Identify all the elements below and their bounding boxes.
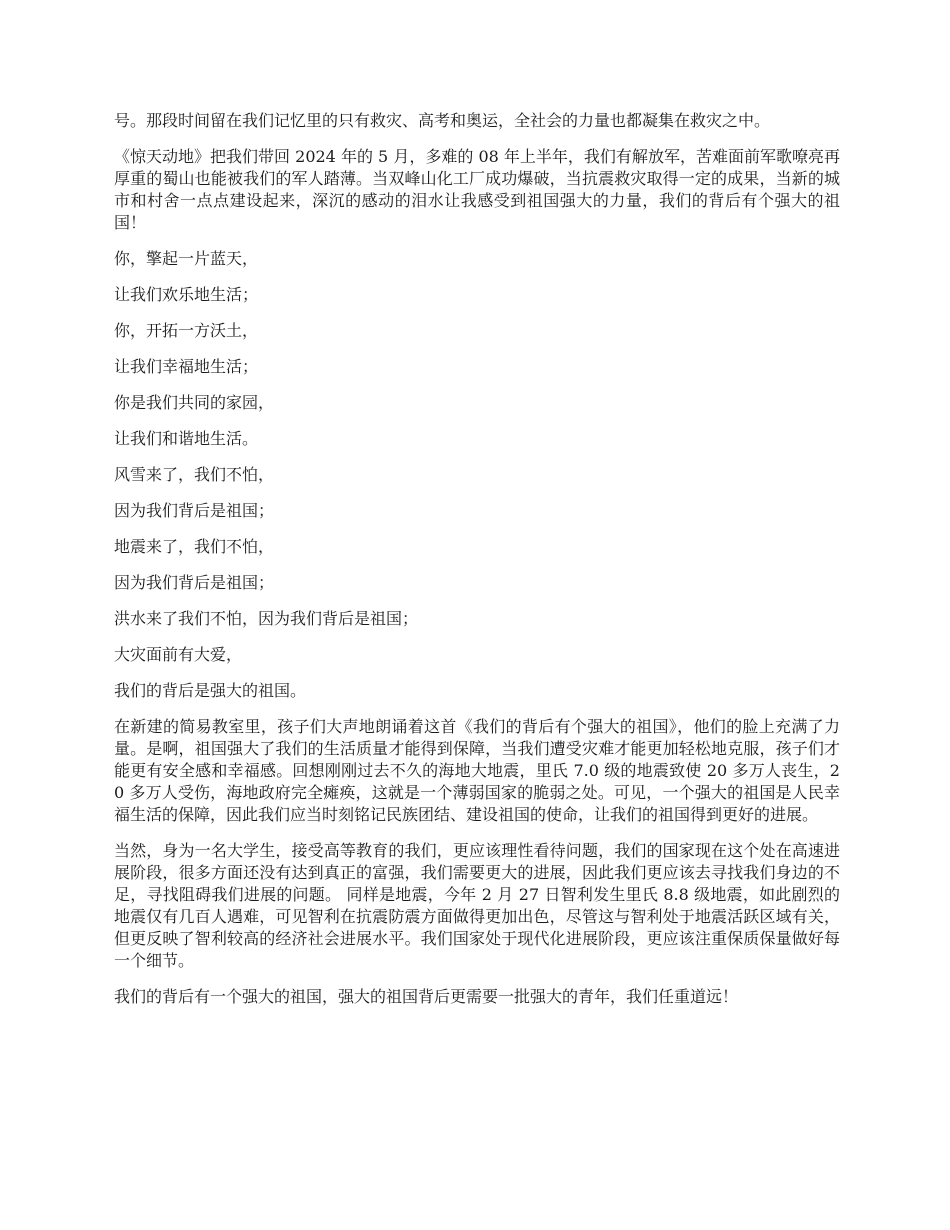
poem-line: 风雪来了，我们不怕，	[114, 465, 275, 484]
poem-line: 大灾面前有大爱，	[114, 645, 243, 664]
poem-line: 因为我们背后是祖国；	[114, 573, 275, 592]
poem-line: 因为我们背后是祖国；	[114, 501, 275, 520]
poem-line: 你，擎起一片蓝天，	[114, 249, 259, 268]
poem-line: 让我们欢乐地生活；	[114, 285, 259, 304]
paragraph-film-reflection: 《惊天动地》把我们带回 2024 年的 5 月，多难的 08 年上半年，我们有解放军，苦难面前军歌嘹亮再厚重的蜀山也能被我们的军人踏薄。当双峰山化工厂成功爆破，当抗震救灾取得一定的成果，当新的城市和村舍一点点建设起来，深沉的感动的泪水让我感受到祖国强大的力量，我们的背后有个强大的祖国！	[114, 147, 840, 232]
poem-line: 地震来了，我们不怕，	[114, 537, 275, 556]
document-body	[114, 110, 840, 1022]
poem-line: 让我们幸福地生活；	[114, 357, 259, 376]
paragraph-student-view: 当然，身为一名大学生，接受高等教育的我们，更应该理性看待问题，我们的国家现在这个处在高速进展阶段，很多方面还没有达到真正的富强，我们需要更大的进展，因此我们更应该去寻找我们身边的不足，寻找阻碍我们进展的问题。 同样是地震，今年 2 月 27 日智利发生里氏 8.8 级地震，如此剧烈的地震仅有几百人遇难，可见智利在抗震防震方面做得更加出色，尽管这与智利处于地震活跃区域有关，但更反映了智利较高的经济社会进展水平。我们国家处于现代化进展阶段，更应该注重保质保量做好每一个细节。	[114, 841, 840, 970]
paragraph-classroom: 在新建的简易教室里，孩子们大声地朗诵着这首《我们的背后有个强大的祖国》，他们的脸上充满了力量。是啊，祖国强大了我们的生活质量才能得到保障，当我们遭受灾难才能更加轻松地克服，孩子们才能更有安全感和幸福感。回想刚刚过去不久的海地大地震，里氏 7.0 级的地震致使 20 多万人丧生，20 多万人受伤，海地政府完全瘫痪，这就是一个薄弱国家的脆弱之处。可见，一个强大的祖国是人民幸福生活的保障，因此我们应当时刻铭记民族团结、建设祖国的使命，让我们的祖国得到更好的进展。	[114, 717, 840, 824]
poem-line: 你，开拓一方沃土，	[114, 321, 259, 340]
poem-line: 让我们和谐地生活。	[114, 429, 259, 448]
paragraph-conclusion: 我们的背后有一个强大的祖国，强大的祖国背后更需要一批强大的青年，我们任重道远！	[114, 987, 739, 1006]
poem-line: 我们的背后是强大的祖国。	[114, 681, 307, 700]
paragraph-continuation: 号。那段时间留在我们记忆里的只有救灾、高考和奥运，全社会的力量也都凝集在救灾之中。	[114, 111, 771, 130]
poem-line: 你是我们共同的家园，	[114, 393, 275, 412]
poem-line: 洪水来了我们不怕，因为我们背后是祖国；	[114, 609, 419, 628]
